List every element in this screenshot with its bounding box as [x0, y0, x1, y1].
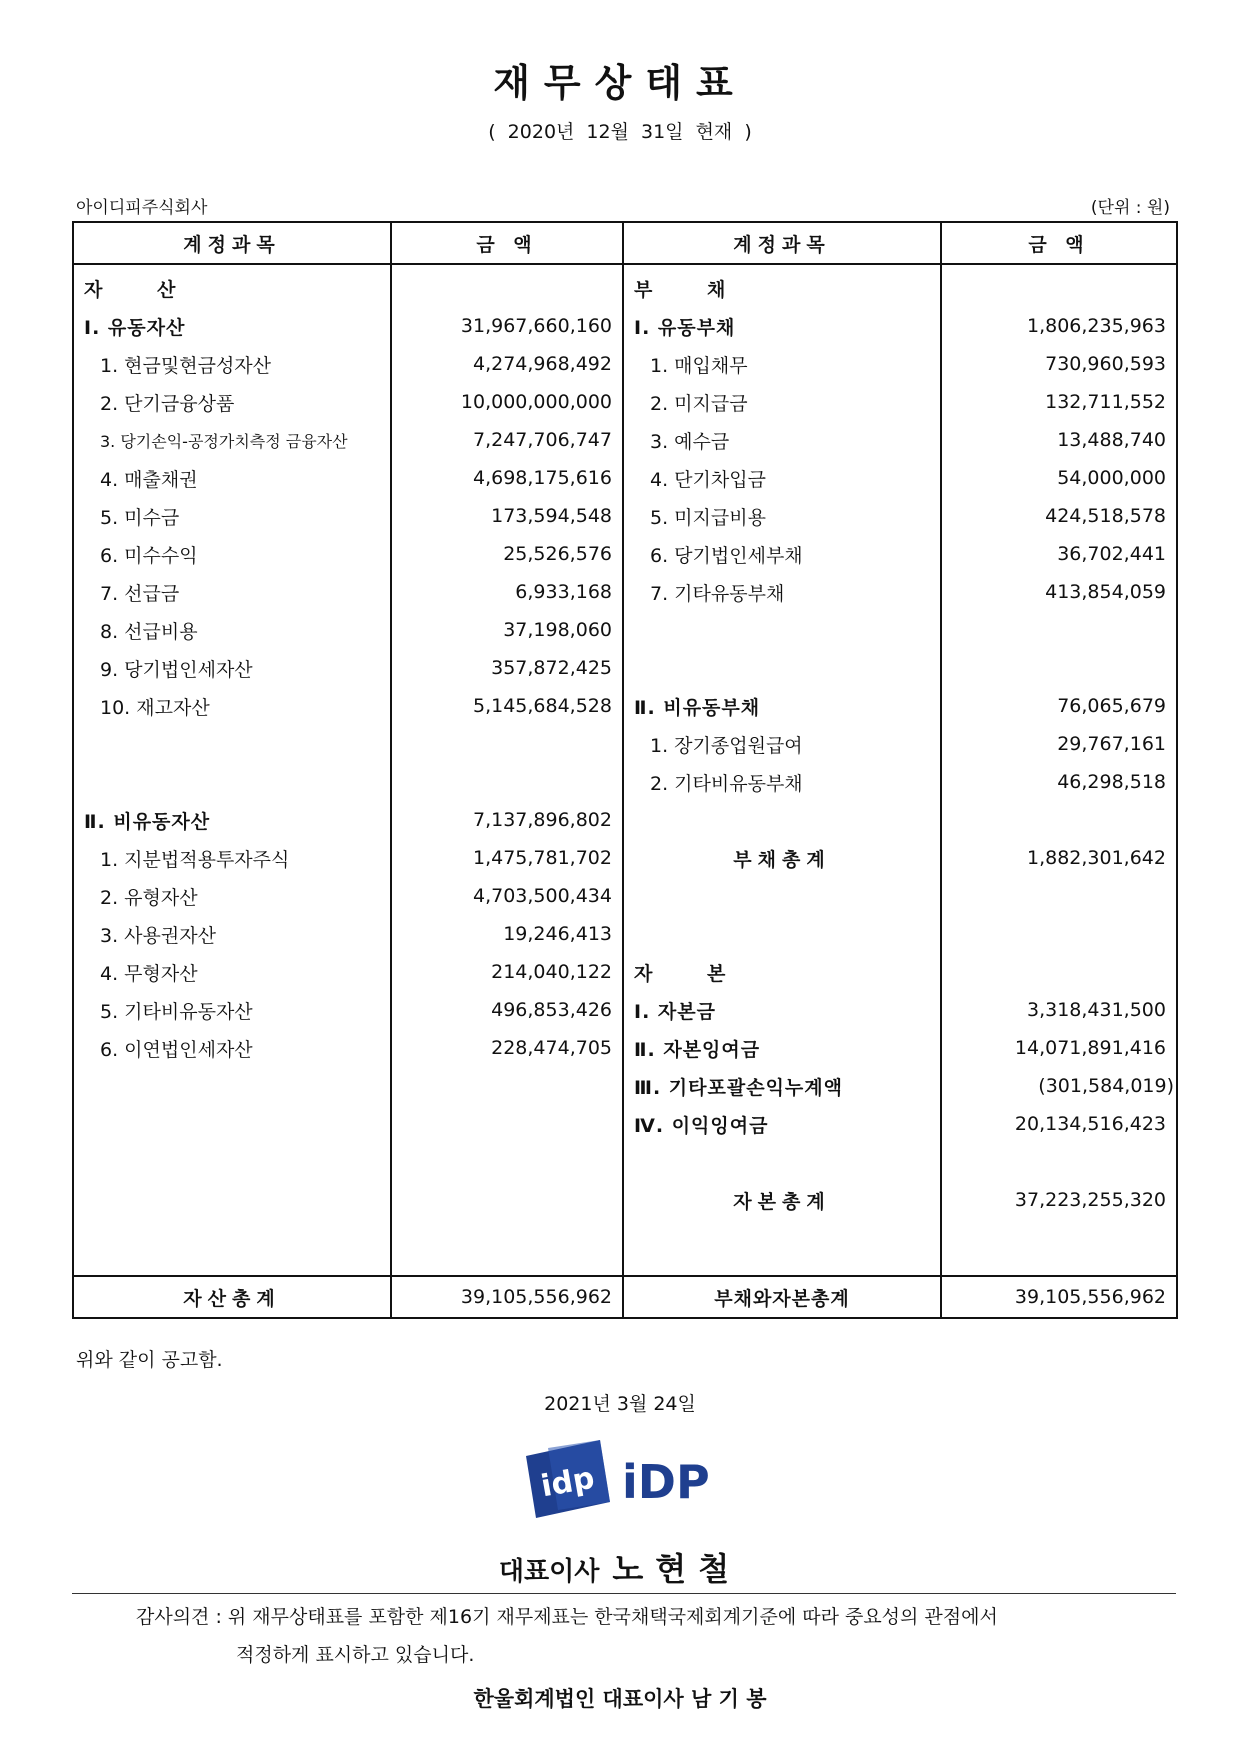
liabilities-equity-total-amount: 39,105,556,962 [941, 1276, 1177, 1318]
liabilities-equity-total-label: 부채와자본총계 [623, 1276, 941, 1318]
header-account-left: 계정과목 [73, 222, 391, 264]
assets-total-amount: 39,105,556,962 [391, 1276, 623, 1318]
liability-item-amount: 413,854,059 [941, 573, 1177, 611]
table-header-row [73, 222, 1177, 264]
table-row [73, 1181, 1177, 1219]
noncurrent-liabilities-label: Ⅱ. 비유동부채 [623, 687, 941, 725]
header-account-right: 계정과목 [623, 222, 941, 264]
public-notice-text: 위와 같이 공고함. [76, 1349, 223, 1371]
asset-item-amount: 19,246,413 [391, 915, 623, 953]
table-row [73, 687, 1177, 725]
liability-item-label: 2. 기타비유동부채 [623, 763, 941, 801]
total-row [73, 1276, 1177, 1318]
unit-label: (단위 : 원) [1090, 198, 1170, 218]
noncurrent-assets-label: Ⅱ. 비유동자산 [73, 801, 391, 839]
equity-total-amount: 37,223,255,320 [941, 1181, 1177, 1219]
liability-item-label: 5. 미지급비용 [623, 497, 941, 535]
asset-item-label: 2. 단기금융상품 [73, 383, 391, 421]
table-row [73, 725, 1177, 763]
asset-item-label: 4. 무형자산 [73, 953, 391, 991]
asset-item-amount: 25,526,576 [391, 535, 623, 573]
table-row [73, 307, 1177, 345]
liability-item-amount: 46,298,518 [941, 763, 1177, 801]
asset-item-label: 6. 이연법인세자산 [73, 1029, 391, 1067]
asset-item-amount: 228,474,705 [391, 1029, 623, 1067]
header-amount-right: 금 액 [941, 222, 1177, 264]
asset-item-label: 2. 유형자산 [73, 877, 391, 915]
asset-item-amount: 496,853,426 [391, 991, 623, 1029]
auditor-signature: 한울회계법인 대표이사 남 기 봉 [473, 1687, 767, 1711]
equity-item-amount: 14,071,891,416 [941, 1029, 1177, 1067]
equity-item-label: Ⅱ. 자본잉여금 [623, 1029, 941, 1067]
ceo-name: 노현철 [612, 1550, 742, 1588]
table-row [73, 535, 1177, 573]
asset-item-amount: 357,872,425 [391, 649, 623, 687]
liabilities-total-label: 부채총계 [623, 839, 941, 877]
table-row [73, 915, 1177, 953]
table-row [73, 953, 1177, 991]
liabilities-heading: 부 채 [623, 264, 941, 307]
asset-item-label: 8. 선급비용 [73, 611, 391, 649]
current-liabilities-label: Ⅰ. 유동부채 [623, 307, 941, 345]
table-row [73, 573, 1177, 611]
table-row [73, 497, 1177, 535]
liability-item-label: 4. 단기차입금 [623, 459, 941, 497]
asset-item-label: 4. 매출채권 [73, 459, 391, 497]
logo-mark-text: idp [538, 1460, 597, 1505]
asset-item-amount: 4,274,968,492 [391, 345, 623, 383]
asset-item-amount: 1,475,781,702 [391, 839, 623, 877]
table-row [73, 877, 1177, 915]
table-row [73, 1067, 1177, 1105]
table-row [73, 264, 1177, 307]
current-liabilities-amount: 1,806,235,963 [941, 307, 1177, 345]
asset-item-label: 1. 현금및현금성자산 [73, 345, 391, 383]
table-row [73, 345, 1177, 383]
asset-item-amount: 37,198,060 [391, 611, 623, 649]
ceo-signature [0, 1544, 1240, 1590]
audit-opinion-line-2: 적정하게 표시하고 있습니다. [236, 1644, 475, 1666]
asset-item-amount: 6,933,168 [391, 573, 623, 611]
asset-item-amount: 7,247,706,747 [391, 421, 623, 459]
liability-item-amount: 730,960,593 [941, 345, 1177, 383]
asset-item-amount: 4,698,175,616 [391, 459, 623, 497]
table-row [73, 1029, 1177, 1067]
liability-item-label: 3. 예수금 [623, 421, 941, 459]
liability-item-label: 6. 당기법인세부채 [623, 535, 941, 573]
table-row [73, 839, 1177, 877]
noncurrent-liabilities-amount: 76,065,679 [941, 687, 1177, 725]
table-row [73, 421, 1177, 459]
asset-item-label: 6. 미수수익 [73, 535, 391, 573]
table-row [73, 763, 1177, 801]
table-row [73, 1143, 1177, 1181]
liability-item-label: 1. 매입채무 [623, 345, 941, 383]
equity-item-label: Ⅲ. 기타포괄손익누계액 [623, 1067, 941, 1105]
assets-heading: 자 산 [73, 264, 391, 307]
table-row [73, 1219, 1177, 1276]
asset-item-label: 9. 당기법인세자산 [73, 649, 391, 687]
table-row [73, 459, 1177, 497]
noncurrent-assets-amount: 7,137,896,802 [391, 801, 623, 839]
table-row [73, 801, 1177, 839]
current-assets-label: Ⅰ. 유동자산 [73, 307, 391, 345]
header-amount-left: 금 액 [391, 222, 623, 264]
liabilities-total-amount: 1,882,301,642 [941, 839, 1177, 877]
equity-heading: 자 본 [623, 953, 941, 991]
company-name: 아이디피주식회사 [76, 198, 208, 218]
asset-item-label: 1. 지분법적용투자주식 [73, 839, 391, 877]
liability-item-label: 7. 기타유동부채 [623, 573, 941, 611]
asset-item-label: 5. 기타비유동자산 [73, 991, 391, 1029]
asset-item-amount: 5,145,684,528 [391, 687, 623, 725]
asset-item-amount: 173,594,548 [391, 497, 623, 535]
asset-item-amount: 4,703,500,434 [391, 877, 623, 915]
liability-item-amount: 54,000,000 [941, 459, 1177, 497]
equity-item-label: Ⅰ. 자본금 [623, 991, 941, 1029]
report-date: ( 2020년 12월 31일 현재 ) [488, 121, 752, 143]
logo-wordmark: iDP [622, 1455, 710, 1509]
equity-item-amount: (301,584,019) [941, 1067, 1177, 1105]
divider [72, 1593, 1176, 1594]
current-assets-amount: 31,967,660,160 [391, 307, 623, 345]
asset-item-amount: 214,040,122 [391, 953, 623, 991]
equity-item-amount: 3,318,431,500 [941, 991, 1177, 1029]
liability-item-amount: 132,711,552 [941, 383, 1177, 421]
assets-total-label: 자산총계 [73, 1276, 391, 1318]
liability-item-label: 1. 장기종업원급여 [623, 725, 941, 763]
company-logo [518, 1434, 734, 1524]
asset-item-label: 5. 미수금 [73, 497, 391, 535]
liability-item-amount: 424,518,578 [941, 497, 1177, 535]
balance-sheet-table [72, 221, 1178, 1319]
equity-total-label: 자본총계 [623, 1181, 941, 1219]
table-row [73, 991, 1177, 1029]
asset-item-label: 10. 재고자산 [73, 687, 391, 725]
asset-item-label: 3. 당기손익-공정가치측정 금융자산 [73, 421, 391, 459]
asset-item-label: 7. 선급금 [73, 573, 391, 611]
liability-item-amount: 36,702,441 [941, 535, 1177, 573]
equity-item-label: Ⅳ. 이익잉여금 [623, 1105, 941, 1143]
notice-date: 2021년 3월 24일 [544, 1393, 696, 1415]
liability-item-amount: 29,767,161 [941, 725, 1177, 763]
document-title: 재무상태표 [493, 61, 747, 105]
equity-item-amount: 20,134,516,423 [941, 1105, 1177, 1143]
ceo-title: 대표이사 [498, 1557, 600, 1587]
logo-mark-icon [526, 1440, 610, 1518]
liability-item-label: 2. 미지급금 [623, 383, 941, 421]
liability-item-amount: 13,488,740 [941, 421, 1177, 459]
table-row [73, 1105, 1177, 1143]
table-row [73, 611, 1177, 649]
audit-opinion-line-1: 감사의견 : 위 재무상태표를 포함한 제16기 재무제표는 한국채택국제회계기준에 따라 중요성의 관점에서 [136, 1606, 998, 1628]
asset-item-amount: 10,000,000,000 [391, 383, 623, 421]
table-row [73, 383, 1177, 421]
asset-item-label: 3. 사용권자산 [73, 915, 391, 953]
table-row [73, 649, 1177, 687]
